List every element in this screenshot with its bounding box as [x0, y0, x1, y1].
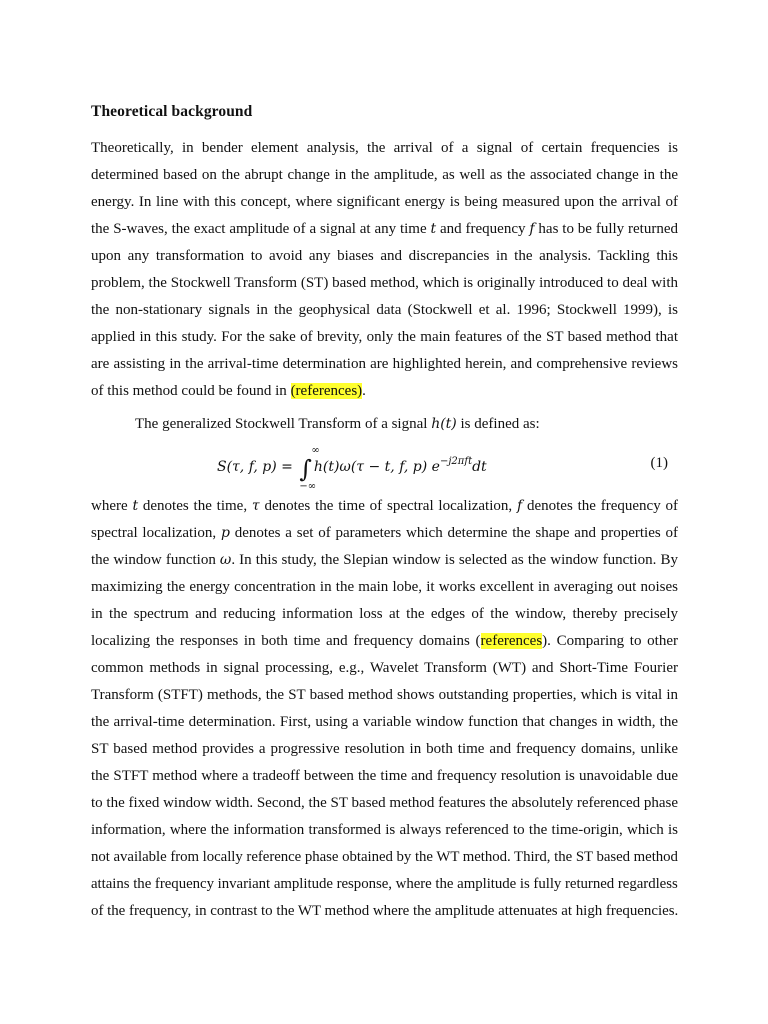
paragraph-line: are assisting in the arrival-time determination are highlighted herein, and comprehensive reviews [91, 356, 678, 372]
paragraph-line [91, 378, 678, 405]
text-run: localizing the responses in both time and frequency domains ( [91, 633, 481, 649]
paragraph-line: to the fixed window width. Second, the ST based method features the absolutely referenced phase [91, 795, 679, 811]
paragraph-line: Theoretically, in bender element analysis, the arrival of a signal of certain frequencies is [91, 140, 678, 156]
paragraph-line [135, 411, 678, 438]
math-var-p: p [220, 525, 230, 541]
integral-sign: ∫ ∞ −∞ [299, 445, 320, 492]
math-var-f: f [516, 498, 523, 514]
paragraph-line: common methods in signal processing, e.g., Wavelet Transform (WT) and Short-Time Fourier [91, 660, 678, 676]
paragraph-line: maximizing the energy concentration in the main lobe, it works excellent in averaging out noises [91, 579, 678, 595]
equation-integrand: h(t)ω(τ − t, f, p) e [313, 459, 440, 475]
math-var-omega: ω [219, 552, 232, 568]
paragraph-line: of the frequency, in contrast to the WT method where the amplitude attenuates at high frequencies. [91, 903, 679, 919]
paragraph-line: applied in this study. For the sake of brevity, only the main features of the ST based method that [91, 329, 678, 345]
paragraph-line: upon any transformation to avoid any biases and discrepancies in the analysis. Tackling this [91, 248, 678, 264]
text-run: denotes the frequency of [522, 498, 678, 514]
paragraph-line: the non-stationary signals in the geophysical data (Stockwell et al. 1996; Stockwell 1999), is [91, 302, 678, 318]
paragraph-line: ST based method provides a progressive resolution in both time and frequency domains, unlike [91, 741, 678, 757]
section-heading: Theoretical background [91, 103, 253, 120]
text-run: the window function [91, 552, 220, 568]
references-highlight: (references) [290, 383, 363, 399]
paragraph-line: attains the frequency invariant amplitude response, where the amplitude is fully returned regardless [91, 876, 678, 892]
text-run: denotes the time of spectral localization, [259, 498, 517, 514]
text-run: . [362, 383, 366, 399]
text-run: The generalized Stockwell Transform of a signal [135, 416, 432, 432]
text-run: the S-waves, the exact amplitude of a signal at any time [91, 221, 431, 237]
math-var-tau: τ [251, 498, 260, 514]
equation-lhs: S(τ, f, p) = [217, 459, 298, 475]
text-run: ). Comparing to other [542, 633, 678, 649]
text-run: . In this study, the Slepian window is selected as the window function. By [231, 552, 678, 568]
equation-dt: dt [472, 459, 487, 475]
paragraph-line: not available from locally reference phase obtained by the WT method. Third, the ST based method [91, 849, 678, 865]
paragraph-definition [135, 411, 678, 438]
text-run: spectral localization, [91, 525, 221, 541]
paragraph-explanation [91, 493, 678, 925]
integral-upper-limit: ∞ [311, 445, 320, 456]
equation-formula [217, 445, 487, 492]
equation-1 [91, 445, 678, 492]
paragraph-line: the STFT method where a tradeoff between the time and frequency resolution is unavoidable due [91, 768, 678, 784]
paragraph-line [91, 520, 678, 547]
text-run: denotes the time, [138, 498, 252, 514]
paragraph-line: information, where the information transformed is always referenced to the time-origin, which is [91, 822, 678, 838]
math-h-of-t: h(t) [431, 416, 457, 432]
math-var-f: f [529, 221, 535, 237]
paragraph-line: Transform (STFT) methods, the ST based method shows outstanding properties, which is vital in [91, 687, 678, 703]
paragraph-line: in the spectrum and reducing information loss at the edges of the window, thereby precisely [91, 606, 678, 622]
paragraph-line: problem, the Stockwell Transform (ST) based method, which is originally introduced to deal with [91, 275, 678, 291]
paragraph-intro [91, 135, 678, 405]
integral-lower-limit: −∞ [299, 481, 317, 492]
paragraph-line: determined based on the abrupt change in the amplitude, as well as the associated change in the [91, 167, 678, 183]
text-run: and frequency [436, 221, 530, 237]
paragraph-line: the arrival-time determination. First, using a variable window function that changes in width, the [91, 714, 678, 730]
paragraph-line [91, 493, 678, 520]
text-run: denotes a set of parameters which determine the shape and properties of [229, 525, 679, 541]
text-run: has to be fully returned [534, 221, 678, 237]
text-run: where [91, 498, 133, 514]
equation-exponent: −j2πft [439, 456, 473, 467]
math-var-t: t [132, 498, 139, 514]
equation-number: (1) [650, 455, 668, 471]
text-run: of this method could be found in [91, 383, 291, 399]
paragraph-line [91, 547, 678, 574]
text-run: is defined as: [456, 416, 540, 432]
paragraph-line [91, 216, 678, 243]
paragraph-line [91, 628, 678, 655]
references-highlight: references [480, 633, 543, 649]
paragraph-line: energy. In line with this concept, where significant energy is being measured upon the arrival of [91, 194, 678, 210]
math-var-t: t [430, 221, 437, 237]
